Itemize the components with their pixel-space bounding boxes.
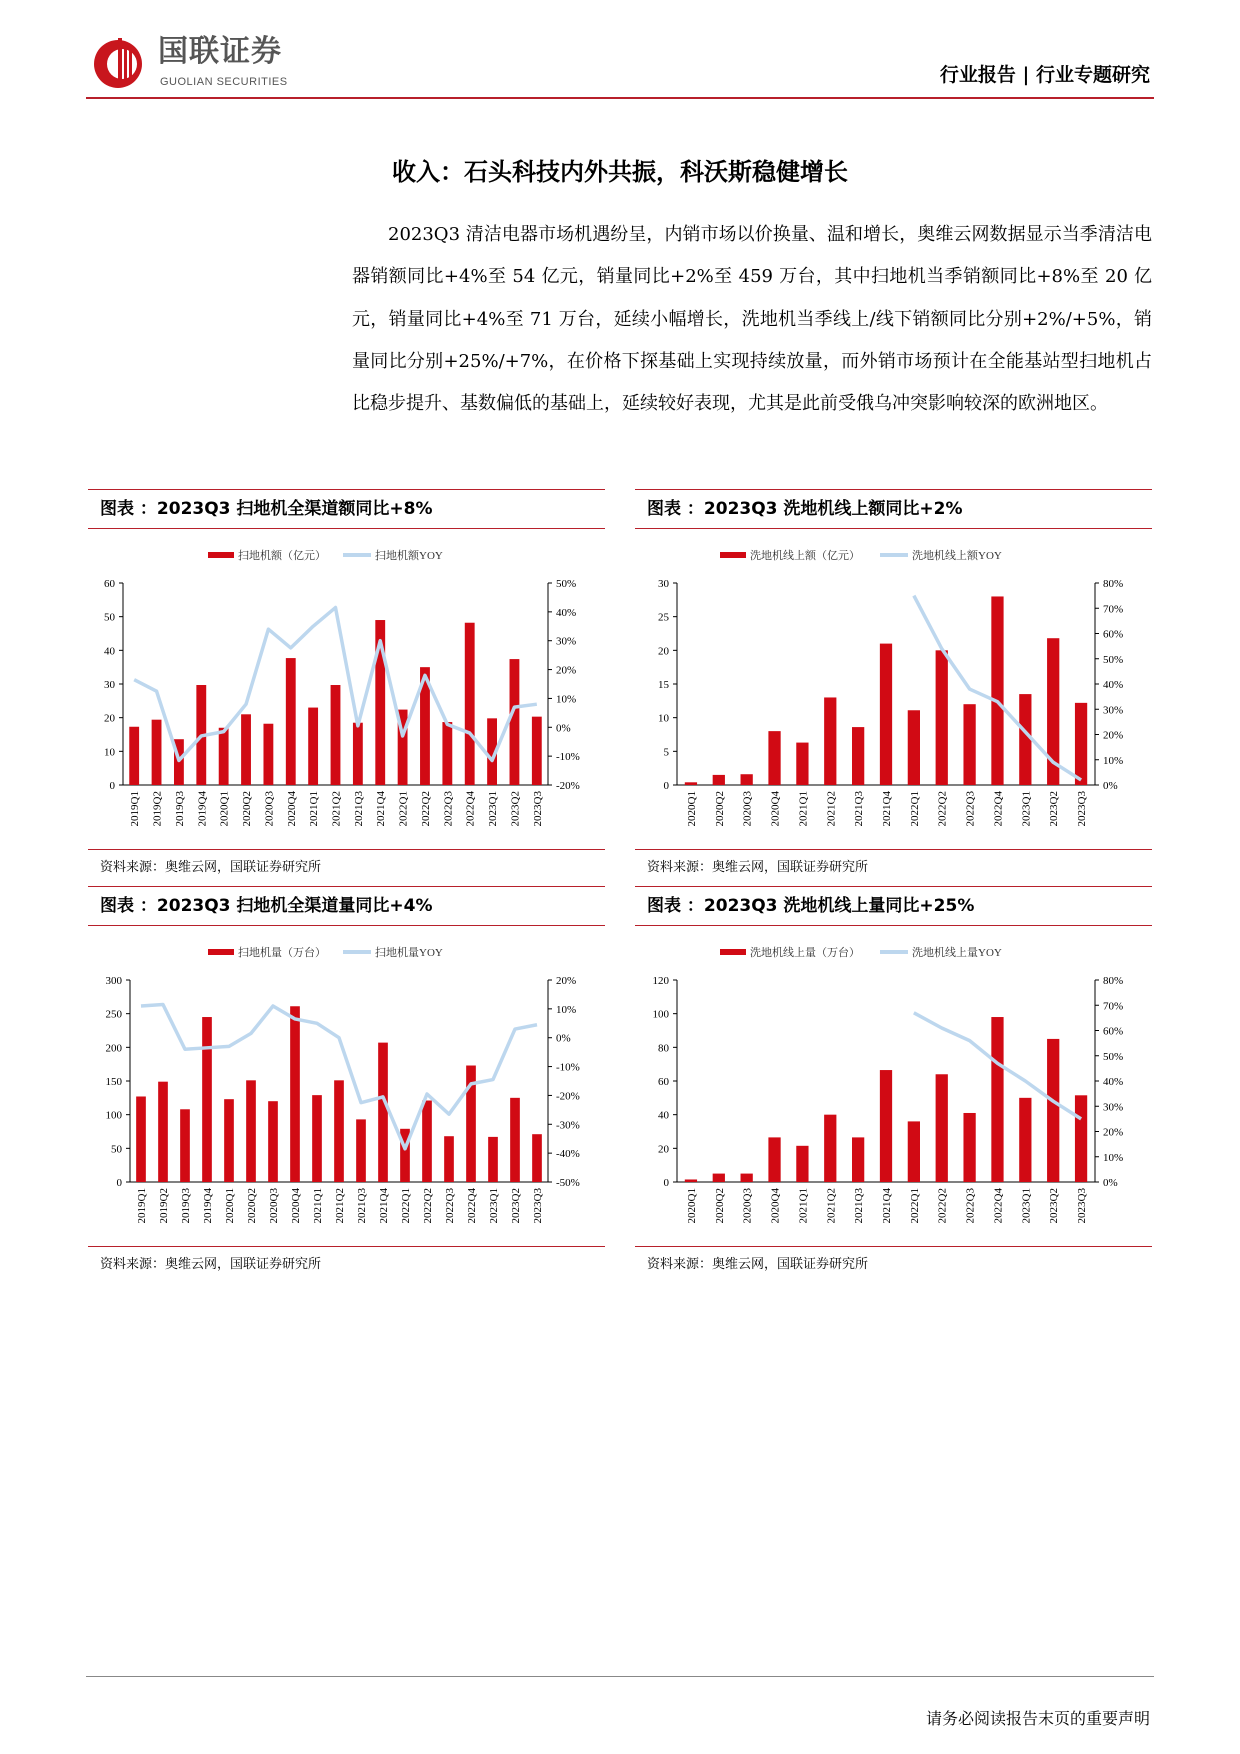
left-tick-label: 15 [658,679,669,691]
x-tick-label: 2019Q1 [136,1188,148,1224]
right-tick-label: 60% [1103,628,1124,641]
left-tick-label: 0 [109,780,115,792]
x-tick-label: 2023Q2 [1048,791,1061,827]
x-tick-label: 2020Q1 [685,791,698,827]
bar [685,782,697,785]
chart-panel-1 [88,489,605,875]
bar [741,1174,753,1182]
bar [488,1137,498,1182]
bar [312,1095,322,1182]
bar [1019,694,1031,785]
legend-line-label: 扫地机量YOY [375,947,443,959]
bar [908,1121,920,1182]
left-tick-label: 50 [104,611,115,624]
bar [219,728,229,785]
right-tick-label: -10% [556,751,580,764]
x-tick-label: 2020Q4 [285,791,298,827]
x-tick-label: 2019Q3 [173,791,186,827]
x-tick-label: 2023Q3 [1076,791,1089,827]
chart-1 [88,529,605,839]
left-tick-label: 0 [116,1177,122,1189]
chart-3 [88,926,605,1236]
bar [796,1146,808,1182]
left-tick-label: 300 [105,975,122,987]
header-divider [86,97,1154,99]
bar [880,644,892,785]
right-tick-label: 10% [1103,754,1124,767]
left-tick-label: 20 [658,645,669,658]
chart-title: 图表 ：2023Q3 洗地机线上额同比+2% [635,489,1152,529]
bar [246,1080,256,1182]
bar [852,727,864,785]
x-tick-label: 2020Q1 [685,1188,698,1224]
chart-title: 图表 ：2023Q3 扫地机全渠道量同比+4% [88,886,605,926]
x-tick-label: 2022Q2 [936,791,949,827]
bar [991,596,1003,785]
bar [263,724,273,785]
x-tick-label: 2022Q3 [964,791,977,827]
report-type: 行业报告 | 行业专题研究 [939,64,1150,86]
legend-bar-swatch [208,552,234,558]
right-tick-label: 30% [556,635,577,648]
x-tick-label: 2020Q1 [218,791,231,827]
right-tick-label: 80% [1103,975,1124,987]
bar [880,1070,892,1182]
bar [991,1017,1003,1182]
right-tick-label: 20% [1103,1126,1124,1139]
bar [241,714,251,785]
bar [741,774,753,785]
bar [796,743,808,785]
left-tick-label: 150 [105,1076,122,1088]
right-tick-label: 0% [556,722,571,735]
bar [224,1099,234,1182]
x-tick-label: 2022Q4 [466,1188,478,1224]
right-tick-label: 10% [556,693,577,706]
left-tick-label: 250 [105,1008,122,1021]
right-tick-label: 40% [1103,1076,1124,1088]
x-tick-label: 2022Q1 [400,1188,412,1224]
x-tick-label: 2023Q3 [531,791,544,827]
right-tick-label: 0% [1103,780,1118,792]
right-tick-label: 60% [1103,1025,1124,1038]
x-tick-label: 2022Q1 [908,1188,921,1224]
x-tick-label: 2023Q3 [532,1188,544,1224]
right-tick-label: 70% [1103,1000,1124,1013]
x-tick-label: 2020Q2 [713,791,726,827]
guolian-logo-icon [92,34,148,90]
x-tick-label: 2019Q2 [158,1188,170,1224]
left-tick-label: 60 [104,578,115,590]
x-tick-label: 2023Q2 [509,791,522,827]
chart-title: 图表 ：2023Q3 洗地机线上量同比+25% [635,886,1152,926]
footer-divider [86,1676,1154,1677]
left-tick-label: 120 [652,975,669,987]
x-tick-label: 2021Q1 [308,791,321,827]
x-tick-label: 2021Q2 [334,1188,346,1224]
x-tick-label: 2019Q4 [202,1188,214,1224]
left-tick-label: 40 [104,645,115,658]
legend-bar-label: 洗地机线上额（亿元） [750,550,860,562]
x-tick-label: 2021Q4 [881,791,893,827]
right-tick-label: -30% [556,1119,580,1132]
right-tick-label: -40% [556,1148,580,1161]
left-tick-label: 0 [663,780,669,792]
x-tick-label: 2023Q1 [487,791,500,827]
chart-source: 资料来源：奥维云网，国联证券研究所 [635,1246,1152,1272]
right-tick-label: 30% [1103,1101,1124,1114]
x-tick-label: 2021Q3 [352,791,365,827]
bar [136,1096,146,1182]
legend-bar-label: 扫地机额（亿元） [238,550,326,562]
right-tick-label: 50% [1103,653,1124,666]
bar [180,1109,190,1182]
chart-panel-4 [635,886,1152,1272]
right-tick-label: 50% [1103,1050,1124,1063]
right-tick-label: -10% [556,1061,580,1074]
chart-source: 资料来源：奥维云网，国联证券研究所 [88,849,605,875]
bar [356,1119,366,1182]
bar [442,722,452,785]
right-tick-label: 20% [556,975,577,987]
logo-text-cn: 国联证券 [158,34,282,69]
right-tick-label: 70% [1103,603,1124,616]
right-tick-label: 40% [556,606,577,619]
left-tick-label: 20 [658,1143,669,1156]
bar [685,1179,697,1182]
bar [1019,1098,1031,1182]
bar [936,1074,948,1182]
bar [532,1134,542,1182]
chart-title: 图表 ：2023Q3 扫地机全渠道额同比+8% [88,489,605,529]
right-tick-label: 20% [556,664,577,677]
bar [308,708,318,785]
x-tick-label: 2021Q2 [330,791,343,827]
right-tick-label: 50% [556,578,577,590]
chart-source: 资料来源：奥维云网，国联证券研究所 [635,849,1152,875]
right-tick-label: 80% [1103,578,1124,590]
bar [129,727,139,785]
x-tick-label: 2019Q3 [180,1188,192,1224]
x-tick-label: 2022Q3 [444,1188,456,1224]
left-tick-label: 200 [105,1042,122,1055]
chart-panel-2 [635,489,1152,875]
section-title: 收入：石头科技内外共振，科沃斯稳健增长 [392,157,848,186]
x-tick-label: 2021Q3 [356,1188,368,1224]
x-tick-label: 2020Q2 [246,1188,258,1224]
left-tick-label: 80 [658,1042,669,1055]
x-tick-label: 2023Q2 [1048,1188,1061,1224]
x-tick-label: 2020Q2 [713,1188,726,1224]
left-tick-label: 10 [658,712,669,725]
x-tick-label: 2021Q1 [797,791,810,827]
x-tick-label: 2023Q1 [1020,791,1033,827]
logo-text-en: GUOLIAN SECURITIES [160,76,288,88]
right-tick-label: 0% [556,1032,571,1045]
legend-bar-label: 洗地机线上量（万台） [750,947,860,959]
right-tick-label: -20% [556,780,580,792]
right-tick-label: 20% [1103,729,1124,742]
bar [334,1080,344,1182]
left-tick-label: 20 [104,712,115,725]
bar [331,685,341,785]
left-tick-label: 100 [105,1109,122,1122]
right-tick-label: 30% [1103,704,1124,717]
bar [713,1174,725,1182]
x-tick-label: 2020Q1 [224,1188,236,1224]
chart-source: 资料来源：奥维云网，国联证券研究所 [88,1246,605,1272]
left-tick-label: 25 [658,611,669,624]
bar [1075,1095,1087,1182]
x-tick-label: 2022Q4 [992,791,1005,827]
x-tick-label: 2021Q1 [797,1188,810,1224]
left-tick-label: 0 [663,1177,669,1189]
left-tick-label: 5 [663,746,669,759]
right-tick-label: 0% [1103,1177,1118,1189]
bar [768,1137,780,1182]
bar [353,723,363,785]
bar [202,1017,212,1182]
body-paragraph: 2023Q3 清洁电器市场机遇纷呈，内销市场以价换量、温和增长，奥维云网数据显示当季清洁电器销额同比+4%至 54 亿元，销量同比+2%至 459 万台，其中扫地机当季销额同比+8%至 20 亿元，销量同比+4%至 71 万台，延续小幅增长，洗地机当季线上/线下销额同比分别+2%/+5%，销量同比分别+25%/+7%，在价格下探基础上实现持续放量，而外销市场预计在全能基站型扫地机占比稳步提升、基数偏低的基础上，延续较好表现，尤其是此前受俄乌冲突影响较深的欧洲地区。 [352,224,1152,415]
right-tick-label: 10% [1103,1151,1124,1164]
x-tick-label: 2022Q1 [397,791,410,827]
x-tick-label: 2022Q1 [908,791,921,827]
bar [290,1006,300,1182]
x-tick-label: 2021Q3 [853,1188,866,1224]
bar [465,623,475,785]
legend-bar-swatch [208,949,234,955]
chart-4 [635,926,1152,1236]
left-tick-label: 50 [111,1143,122,1156]
legend-line-label: 洗地机线上量YOY [912,947,1002,959]
legend-bar-swatch [720,552,746,558]
x-tick-label: 2023Q3 [1076,1188,1089,1224]
x-tick-label: 2020Q4 [769,1188,782,1224]
chart-panel-3 [88,886,605,1272]
legend-bar-swatch [720,949,746,955]
x-tick-label: 2021Q2 [825,791,838,827]
x-tick-label: 2022Q3 [442,791,455,827]
bar [268,1101,278,1182]
bar [852,1137,864,1182]
legend-line-label: 扫地机额YOY [375,550,443,562]
bar [908,710,920,785]
legend-bar-label: 扫地机量（万台） [238,947,326,959]
bar [824,697,836,785]
x-tick-label: 2021Q2 [825,1188,838,1224]
x-tick-label: 2022Q2 [422,1188,434,1224]
bar [422,1101,432,1182]
x-tick-label: 2020Q3 [268,1188,280,1224]
bar [286,658,296,785]
bar [510,1098,520,1182]
legend-line-label: 洗地机线上额YOY [912,550,1002,562]
x-tick-label: 2020Q2 [241,791,254,827]
left-tick-label: 10 [104,746,115,759]
x-tick-label: 2021Q4 [378,1188,390,1224]
bar [158,1082,168,1182]
x-tick-label: 2019Q4 [196,791,209,827]
left-tick-label: 60 [658,1076,669,1088]
x-tick-label: 2020Q3 [741,1188,754,1224]
left-tick-label: 30 [658,578,669,590]
x-tick-label: 2021Q4 [375,791,388,827]
x-tick-label: 2022Q2 [936,1188,949,1224]
bar [510,659,520,785]
x-tick-label: 2020Q3 [263,791,276,827]
x-tick-label: 2022Q4 [464,791,477,827]
right-tick-label: 40% [1103,679,1124,691]
footer-disclaimer: 请务必阅读报告末页的重要声明 [925,1709,1150,1728]
x-tick-label: 2021Q3 [853,791,866,827]
bar [1047,1039,1059,1182]
x-tick-label: 2022Q3 [964,1188,977,1224]
x-tick-label: 2019Q2 [151,791,164,827]
left-tick-label: 30 [104,679,115,691]
bar [1075,703,1087,785]
right-tick-label: -20% [556,1090,580,1103]
bar [768,731,780,785]
x-tick-label: 2019Q1 [129,791,142,827]
x-tick-label: 2020Q4 [769,791,782,827]
left-tick-label: 40 [658,1109,669,1122]
bar [824,1115,836,1182]
x-tick-label: 2023Q1 [1020,1188,1033,1224]
x-tick-label: 2022Q4 [992,1188,1005,1224]
x-tick-label: 2020Q3 [741,791,754,827]
x-tick-label: 2020Q4 [290,1188,302,1224]
bar [713,775,725,785]
left-tick-label: 100 [652,1008,669,1021]
x-tick-label: 2023Q2 [510,1188,522,1224]
x-tick-label: 2021Q4 [881,1188,893,1224]
bar [152,720,162,785]
bar [378,1043,388,1182]
bar [936,650,948,785]
bar [444,1136,454,1182]
chart-2 [635,529,1152,839]
bar [532,717,542,785]
bar [963,704,975,785]
x-tick-label: 2021Q1 [312,1188,324,1224]
right-tick-label: 10% [556,1003,577,1016]
right-tick-label: -50% [556,1177,580,1189]
bar [963,1113,975,1182]
x-tick-label: 2022Q2 [419,791,432,827]
x-tick-label: 2023Q1 [488,1188,500,1224]
